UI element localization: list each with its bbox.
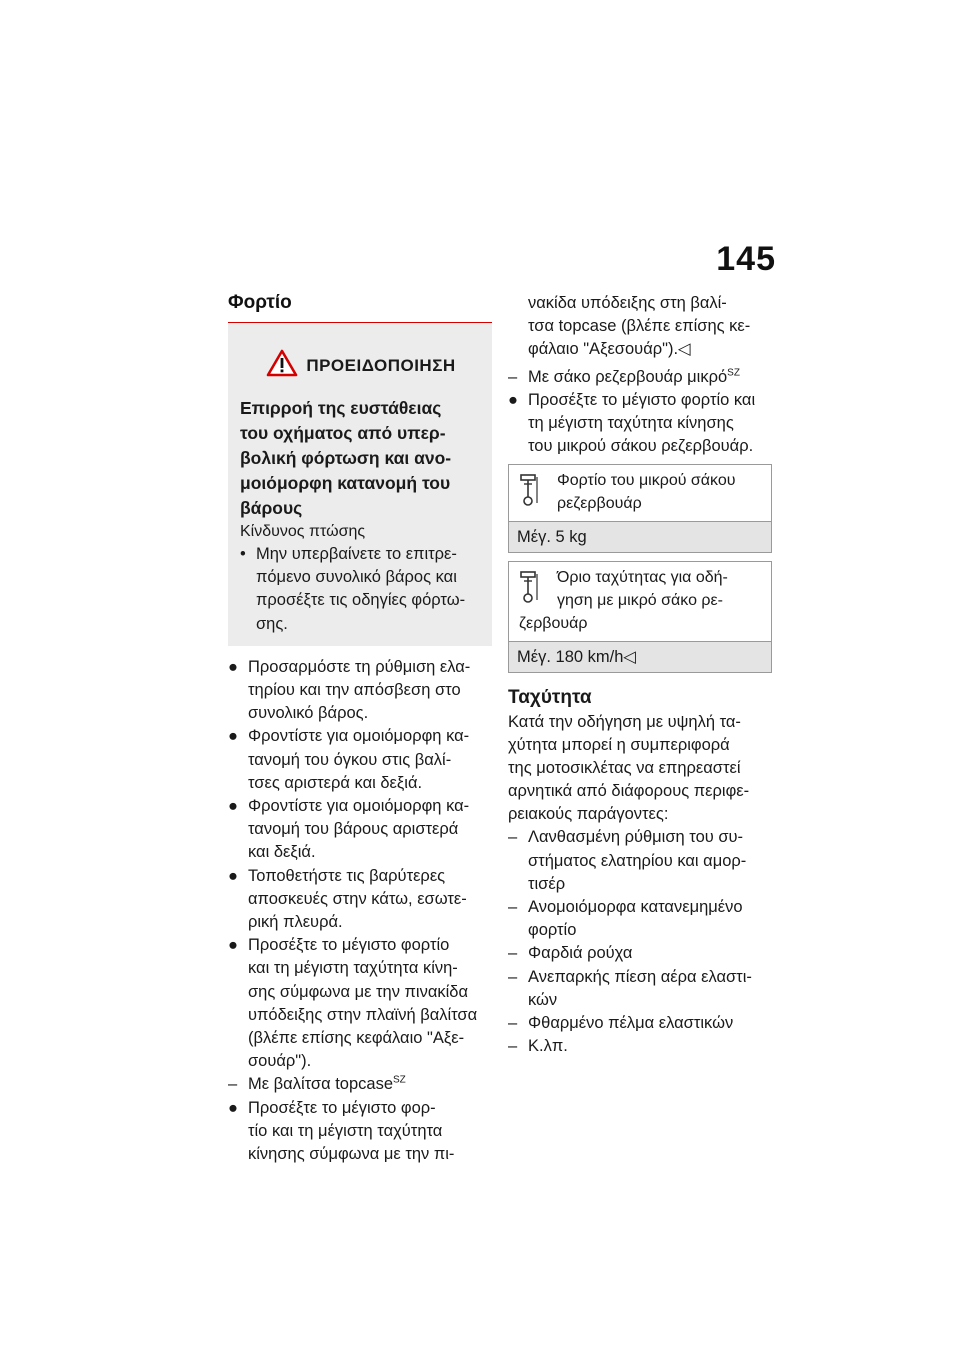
dash-marker: – <box>508 898 518 917</box>
text-line: τηρίου και την απόσβεση στο <box>248 681 461 700</box>
text-line: Προσέξτε το μέγιστο φορτίο <box>248 936 450 955</box>
warning-header <box>240 349 482 382</box>
dash-marker: – <box>508 944 518 963</box>
dash-marker: – <box>508 1037 518 1056</box>
text-line: φάλαιο "Αξεσουάρ").◁ <box>528 340 691 359</box>
warning-title-line: του οχήματος από υπερ- <box>240 423 446 443</box>
equipment-code: SZ <box>727 367 740 379</box>
spec-value: Μέγ. 180 km/h◁ <box>508 641 772 673</box>
text-line: Προσέξτε το μέγιστο φορτίο και <box>528 390 756 409</box>
warning-label: ΠΡΟΕΙΔΟΠΟΙΗΣΗ <box>306 355 456 375</box>
text-line: ρειακούς παράγοντες: <box>508 805 669 824</box>
text-line: τσα topcase (βλέπε επίσης κε- <box>528 317 751 336</box>
spec-heading-line: ρεζερβουάρ <box>557 495 642 513</box>
list-item <box>228 934 492 1073</box>
warning-title-line: βάρους <box>240 498 303 518</box>
section-title-speed: Ταχύτητα <box>508 687 592 709</box>
text-line: τανομή του όγκου στις βαλί- <box>248 750 452 769</box>
text-line: Προσαρμόστε τη ρύθμιση ελα- <box>248 657 471 676</box>
text-line: Προσέξτε το μέγιστο φορ- <box>248 1098 436 1117</box>
luggage-weight-icon <box>519 473 541 514</box>
load-instructions-list <box>228 656 492 1166</box>
text-line: και τη μέγιστη ταχύτητα κίνη- <box>248 959 458 978</box>
text-line: Κ.λπ. <box>528 1037 568 1056</box>
warning-title-line: μοιόμορφη κατανομή του <box>240 473 451 493</box>
spec-value: Μέγ. 5 kg <box>508 521 772 553</box>
list-item <box>228 656 492 726</box>
dash-marker: – <box>508 967 518 986</box>
speed-paragraph <box>508 711 772 826</box>
page-number: 145 <box>716 240 776 278</box>
text-line: τισέρ <box>528 874 566 893</box>
list-item-tank-bag <box>508 366 772 389</box>
text-line: κίνησης σύμφωνα με την πι- <box>248 1145 455 1164</box>
text-line: συνολικό βάρος. <box>248 704 369 723</box>
right-column <box>508 292 772 1058</box>
bullet-marker: ● <box>228 727 238 746</box>
text-line: Φροντίστε για ομοιόμορφη κα- <box>248 797 470 816</box>
list-item <box>228 725 492 795</box>
spec-heading-line: Φορτίο του μικρού σάκου <box>557 472 736 490</box>
spec-tank-bag-speed <box>508 561 772 673</box>
text-line: του μικρού σάκου ρεζερβουάρ. <box>528 437 754 456</box>
bullet-marker: ● <box>228 1098 238 1117</box>
list-item <box>508 1012 772 1035</box>
text-line: τη μέγιστη ταχύτητα κίνησης <box>528 414 734 433</box>
text-line: στήματος ελατηρίου και αμορ- <box>528 851 747 870</box>
text-line: αρνητικά από διάφορους περιφε- <box>508 782 750 801</box>
list-item <box>508 1035 772 1058</box>
text-line: της μοτοσικλέτας να επηρεαστεί <box>508 759 741 778</box>
spec-heading-line: γηση με μικρό σάκο ρε- <box>557 592 723 610</box>
text-line: τσες αριστερά και δεξιά. <box>248 773 423 792</box>
bullet-marker: ● <box>228 657 238 676</box>
bullet-marker: • <box>240 545 246 563</box>
text-line: χύτητα μπορεί η συμπεριφορά <box>508 736 730 755</box>
warning-box <box>228 323 492 646</box>
warning-bullet-line: Μην υπερβαίνετε το επιτρε- <box>256 545 457 563</box>
text-line: Κατά την οδήγηση με υψηλή τα- <box>508 713 741 732</box>
text-line: Ανεπαρκής πίεση αέρα ελαστι- <box>528 967 752 986</box>
text-line: Φαρδιά ρούχα <box>528 944 633 963</box>
dash-marker: – <box>508 828 518 847</box>
warning-triangle-icon <box>266 349 298 382</box>
text-line: Φροντίστε για ομοιόμορφη κα- <box>248 727 470 746</box>
warning-bullet-line: πόμενο συνολικό βάρος και <box>256 568 457 587</box>
text-line: Ανομοιόμορφα κατανεμημένο <box>528 898 743 917</box>
dash-marker: – <box>508 1014 518 1033</box>
text-line: νακίδα υπόδειξης στη βαλί- <box>528 294 727 312</box>
list-item <box>228 865 492 935</box>
text-line: κών <box>528 990 558 1009</box>
text-line: Φθαρμένο πέλμα ελαστικών <box>528 1014 734 1033</box>
warning-bullet <box>240 543 482 636</box>
text-line: Με βαλίτσα topcase$^{SZ}$ <box>248 1074 406 1094</box>
list-item-tank-bag-note <box>508 389 772 459</box>
spec-heading-line: ζερβουάρ <box>519 615 588 633</box>
bullet-marker: ● <box>228 936 238 955</box>
spec-heading <box>508 561 772 641</box>
warning-title-line: Επιρροή της ευστάθειας <box>240 398 442 418</box>
list-item <box>508 966 772 1012</box>
bullet-marker: ● <box>508 390 518 409</box>
text-line: αποσκευές στην κάτω, εσωτε- <box>248 889 467 908</box>
text-line: τίο και τη μέγιστη ταχύτητα <box>248 1121 443 1140</box>
text-line: Με σάκο ρεζερβουάρ μικρό <box>528 367 728 386</box>
text-line: Τοποθετήστε τις βαρύτερες <box>248 866 446 885</box>
list-item-continuation <box>508 292 772 362</box>
bullet-marker: ● <box>228 797 238 816</box>
equipment-code: SZ <box>393 1074 406 1086</box>
warning-bullet-line: προσέξτε τις οδηγίες φόρτω- <box>256 591 466 610</box>
section-title-load: Φορτίο <box>228 292 492 323</box>
list-item <box>508 942 772 965</box>
list-item <box>228 1073 492 1096</box>
list-item <box>508 896 772 942</box>
speed-factors-list <box>508 826 772 1058</box>
text-line: ρική πλευρά. <box>248 913 343 932</box>
bullet-marker: ● <box>228 866 238 885</box>
spec-tank-bag-load <box>508 464 772 553</box>
text-line: φορτίο <box>528 921 577 940</box>
text-line: και δεξιά. <box>248 843 316 862</box>
text-line: τανομή του βάρους αριστερά <box>248 820 459 839</box>
luggage-weight-icon <box>519 570 541 611</box>
dash-marker: – <box>228 1075 238 1094</box>
list-item <box>228 795 492 865</box>
text-line: Λανθασμένη ρύθμιση του συ- <box>528 828 744 847</box>
text-line: σης σύμφωνα με την πινακίδα <box>248 982 469 1001</box>
warning-subtitle: Κίνδυνος πτώσης <box>240 523 366 540</box>
warning-title-line: βολική φόρτωση και ανο- <box>240 448 452 468</box>
text-line: υπόδειξης στην πλαϊνή βαλίτσα <box>248 1005 478 1024</box>
spec-heading <box>508 464 772 521</box>
dash-marker: – <box>508 367 518 386</box>
warning-title <box>240 396 482 521</box>
text-line: σουάρ"). <box>248 1052 312 1071</box>
list-item <box>228 1097 492 1167</box>
warning-bullet-line: σης. <box>256 614 288 633</box>
text-line: (βλέπε επίσης κεφάλαιο "Αξε- <box>248 1029 465 1048</box>
list-item <box>508 826 772 896</box>
left-column <box>228 292 492 1166</box>
spec-heading-line: Όριο ταχύτητας για οδή- <box>557 569 728 587</box>
